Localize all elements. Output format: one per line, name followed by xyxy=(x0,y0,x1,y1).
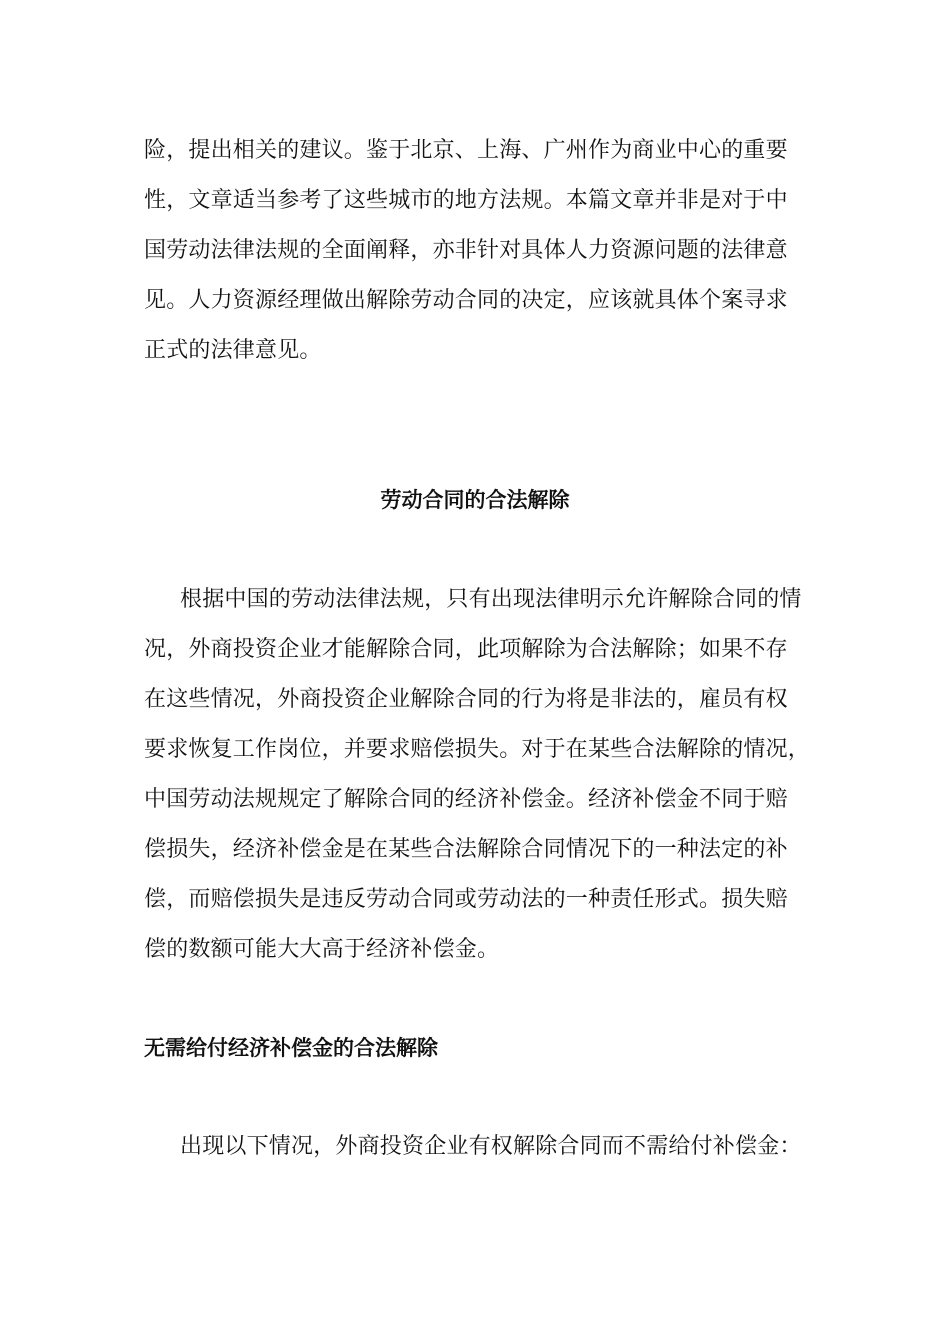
intro-line: 见。人力资源经理做出解除劳动合同的决定，应该就具体个案寻求 xyxy=(144,288,788,313)
paragraph-line: 根据中国的劳动法律法规，只有出现法律明示允许解除合同的情 xyxy=(180,587,802,612)
paragraph-line: 中国劳动法规规定了解除合同的经济补偿金。经济补偿金不同于赔 xyxy=(144,787,788,812)
paragraph-line: 出现以下情况，外商投资企业有权解除合同而不需给付补偿金： xyxy=(180,1134,802,1159)
intro-line: 性，文章适当参考了这些城市的地方法规。本篇文章并非是对于中 xyxy=(144,188,788,213)
intro-line: 险，提出相关的建议。鉴于北京、上海、广州作为商业中心的重要 xyxy=(144,138,788,163)
section-heading-legal-termination: 劳动合同的合法解除 xyxy=(380,488,570,512)
intro-line: 国劳动法律法规的全面阐释，亦非针对具体人力资源问题的法律意 xyxy=(144,238,788,263)
paragraph-line: 要求恢复工作岗位，并要求赔偿损失。对于在某些合法解除的情况， xyxy=(144,737,811,762)
paragraph-line: 偿的数额可能大大高于经济补偿金。 xyxy=(144,937,500,962)
paragraph-line: 偿，而赔偿损失是违反劳动合同或劳动法的一种责任形式。损失赔 xyxy=(144,887,788,912)
section-heading-no-compensation: 无需给付经济补偿金的合法解除 xyxy=(144,1036,438,1060)
paragraph-line: 况，外商投资企业才能解除合同，此项解除为合法解除；如果不存 xyxy=(144,637,788,662)
paragraph-line: 在这些情况，外商投资企业解除合同的行为将是非法的，雇员有权 xyxy=(144,687,788,712)
paragraph-line: 偿损失，经济补偿金是在某些合法解除合同情况下的一种法定的补 xyxy=(144,837,788,862)
intro-line: 正式的法律意见。 xyxy=(144,338,322,363)
